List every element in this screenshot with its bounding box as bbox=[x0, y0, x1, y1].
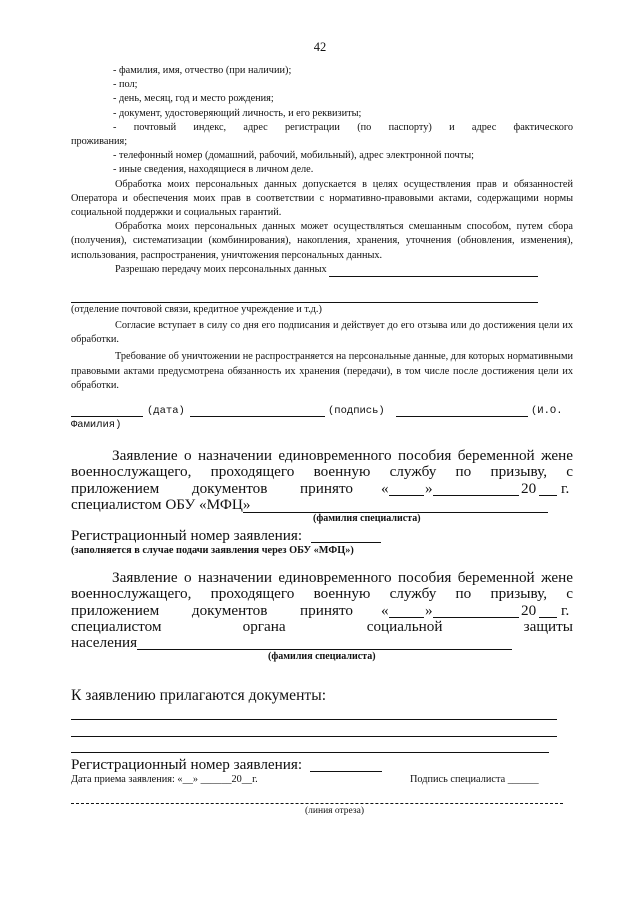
consent-item: - телефонный номер (домашний, рабочий, мобильный), адрес электронной почты; bbox=[113, 150, 474, 162]
social-year-suffix: г. bbox=[561, 601, 570, 619]
transfer-hint: (отделение почтовой связи, кредитное учреждение и т.д.) bbox=[71, 304, 322, 315]
social-receipt-line3 bbox=[71, 603, 573, 619]
transfer-permission-label: Разрешаю передачу моих персональных данных bbox=[115, 263, 327, 275]
mfc-accepted-label: приложением документов принято bbox=[71, 479, 353, 497]
page-number: 42 bbox=[313, 40, 327, 54]
social-receipt-line1: Заявление о назначении единовременного пособия беременной жене bbox=[112, 569, 573, 586]
social-specialist-hint: (фамилия специалиста) bbox=[268, 651, 376, 662]
mfc-quote-open: « bbox=[381, 479, 389, 497]
social-specialist-field[interactable] bbox=[137, 649, 512, 650]
social-year-field[interactable] bbox=[539, 617, 557, 618]
transfer-permission-row bbox=[71, 263, 538, 277]
cut-line-label: (линия отреза) bbox=[305, 806, 365, 816]
consent-item: - фамилия, имя, отчество (при наличии); bbox=[113, 65, 292, 76]
mfc-quote-close: » bbox=[425, 479, 433, 497]
consent-item: - почтовый индекс, адрес регистрации (по паспорту) и адрес фактического bbox=[113, 121, 573, 133]
mfc-receipt-line1: Заявление о назначении единовременного пособия беременной жене bbox=[112, 447, 573, 464]
consent-item: - иные сведения, находящиеся в личном деле. bbox=[113, 164, 314, 176]
date-field[interactable] bbox=[71, 416, 143, 417]
signature-field[interactable] bbox=[190, 416, 325, 417]
consent-item: - пол; bbox=[113, 79, 138, 91]
social-month-field[interactable] bbox=[433, 617, 519, 618]
specialist-signature: Подпись специалиста ______ bbox=[410, 774, 539, 785]
social-day-field[interactable] bbox=[389, 617, 424, 618]
mfc-reg-number-field[interactable] bbox=[311, 542, 381, 543]
initials-label: (И.О. bbox=[531, 405, 563, 417]
attachment-line[interactable] bbox=[71, 752, 549, 753]
transfer-recipient-field[interactable] bbox=[329, 265, 538, 277]
mfc-year-suffix: г. bbox=[561, 479, 570, 497]
social-receipt bbox=[71, 570, 573, 652]
mfc-receipt-line4: специалистом ОБУ «МФЦ» bbox=[71, 495, 251, 513]
initials-field[interactable] bbox=[396, 416, 528, 417]
destruction-text: Требование об уничтожении не распространяется на персональные данные, для которых нормативными правовыми актами предусмотрена обязанность их хранения (передачи), в том числе после достижения цели их обработки. bbox=[71, 351, 573, 391]
mfc-receipt bbox=[71, 448, 573, 513]
mfc-year-prefix: 20 bbox=[521, 479, 537, 497]
mfc-receipt-line2: военнослужащего, проходящего военную службу по призыву, с bbox=[71, 463, 573, 481]
processing-methods: Обработка моих персональных данных может осуществляться смешанным способом, путем сбора (получения), систематизации (комбинирования), накопления, хранения, уточнения (обновления, изменения), использования, распространения, уничтожения персональных данных. bbox=[71, 221, 573, 261]
social-quote-open: « bbox=[381, 601, 389, 619]
consent-item: проживания; bbox=[71, 136, 128, 148]
mfc-reg-number-label: Регистрационный номер заявления: bbox=[71, 527, 303, 544]
surname-label: Фамилия) bbox=[71, 419, 122, 431]
consent-item: - документ, удостоверяющий личность, и его реквизиты; bbox=[113, 107, 362, 119]
mfc-day-field[interactable] bbox=[389, 495, 424, 496]
attachments-label: К заявлению прилагаются документы: bbox=[71, 687, 327, 704]
cut-line bbox=[71, 803, 563, 804]
social-year-prefix: 20 bbox=[521, 601, 537, 619]
mfc-year-field[interactable] bbox=[539, 495, 557, 496]
social-receipt-line5: населения bbox=[71, 634, 138, 652]
transfer-recipient-line[interactable] bbox=[71, 302, 538, 303]
social-receipt-line4: специалистом органа социальной защиты bbox=[71, 617, 573, 635]
attachment-line[interactable] bbox=[71, 736, 557, 737]
social-receipt-line2: военнослужащего, проходящего военную службу по призыву, с bbox=[71, 585, 573, 603]
receipt-date: Дата приема заявления: «__» ______20__г. bbox=[71, 774, 258, 785]
consent-item: - день, месяц, год и место рождения; bbox=[113, 93, 274, 105]
mfc-reg-note: (заполняется в случае подачи заявления через ОБУ «МФЦ») bbox=[71, 545, 354, 556]
processing-purpose: Обработка моих персональных данных допускается в целях осуществления прав и обязанностей Оператора и обеспечения моих прав в соответствии с нормативно-правовыми актами, содержащими нормы социальной поддержки и социальных гарантий. bbox=[71, 178, 573, 219]
consent-block bbox=[71, 64, 573, 277]
mfc-specialist-hint: (фамилия специалиста) bbox=[313, 513, 421, 524]
bottom-reg-number-label: Регистрационный номер заявления: bbox=[71, 756, 303, 773]
date-label: (дата) bbox=[147, 405, 185, 417]
validity-text: Согласие вступает в силу со дня его подписания и действует до его отзыва или до достижения цели их обработки. bbox=[71, 320, 573, 346]
mfc-month-field[interactable] bbox=[433, 495, 519, 496]
social-quote-close: » bbox=[425, 601, 433, 619]
attachment-line[interactable] bbox=[71, 719, 557, 720]
mfc-receipt-line3 bbox=[71, 481, 573, 497]
bottom-reg-number-field[interactable] bbox=[310, 771, 382, 772]
social-accepted-label: приложением документов принято bbox=[71, 601, 353, 619]
validity-block bbox=[71, 319, 573, 393]
signature-label: (подпись) bbox=[328, 405, 385, 417]
